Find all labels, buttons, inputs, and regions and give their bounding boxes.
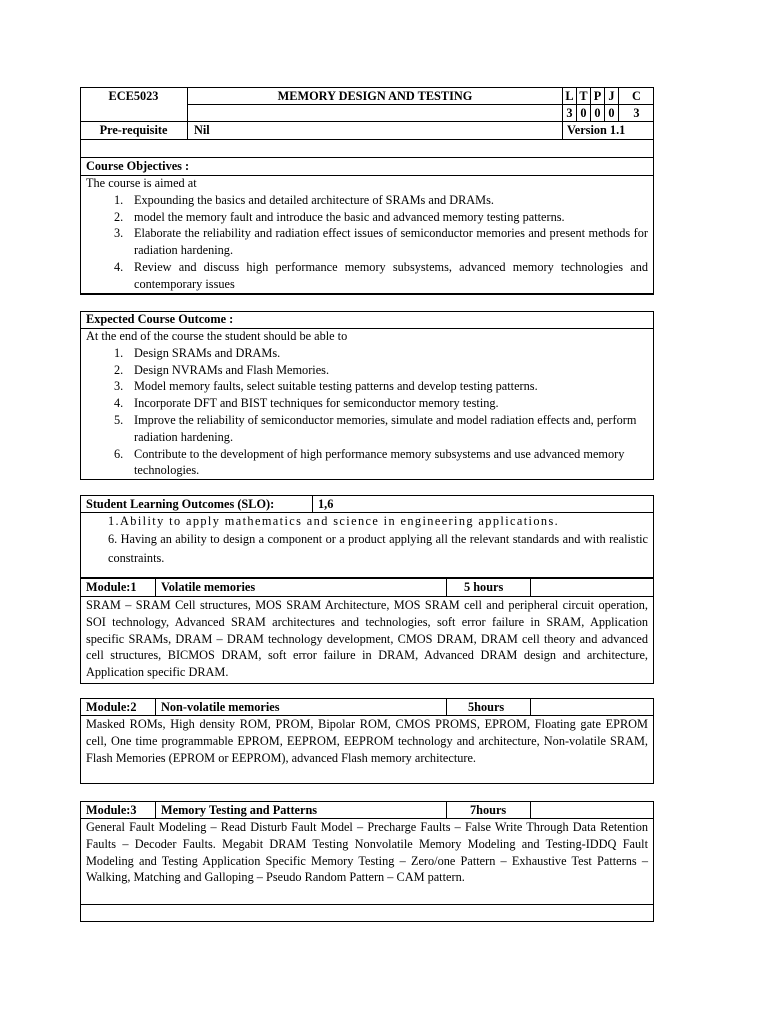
module-1-title: Volatile memories bbox=[161, 580, 256, 594]
list-item: 6. Contribute to the development of high performance memory subsystems and use advanced memory technologies. bbox=[114, 446, 625, 478]
module-3-label: Module:3 bbox=[86, 803, 137, 817]
ltpjc-label-c: C bbox=[632, 89, 641, 103]
module-3-content: General Fault Modeling – Read Disturb Fault Model – Precharge Faults – False Write Through Data Retention Faults – Decoder Faults. Megabit DRAM Testing Nonvolatile Memory Modeling and Testing-IDDQ Fault Modeling and Testing Application Specific Memory Testing – Zero/one Pattern – Exhaustive Test Patterns – Walking, Matching and Galloping – Pseudo Random Pattern – CAM pattern. bbox=[86, 820, 648, 885]
module-3-hours: 7hours bbox=[470, 803, 507, 817]
ltpjc-value-c: 3 bbox=[633, 106, 640, 120]
ltpjc-label-l: L bbox=[565, 89, 574, 103]
module-1-label: Module:1 bbox=[86, 580, 137, 594]
ltpjc-value-j: 0 bbox=[608, 106, 615, 120]
objectives-heading: Course Objectives : bbox=[86, 159, 190, 173]
slo-item-6: 6. Having an ability to design a component or a product applying all the relevant standards and with realistic constraints. bbox=[108, 532, 648, 565]
list-item: 2. model the memory fault and introduce the basic and advanced memory testing patterns. bbox=[114, 209, 565, 224]
slo-item-1: 1.Ability to apply mathematics and science in engineering applications. bbox=[108, 514, 560, 528]
outcomes-heading: Expected Course Outcome : bbox=[86, 312, 234, 326]
ltpjc-label-t: T bbox=[579, 89, 588, 103]
module-1-hours: 5 hours bbox=[464, 580, 504, 594]
outcomes-list bbox=[86, 345, 648, 479]
prerequisite-value: Nil bbox=[194, 123, 210, 137]
list-item: 3. Elaborate the reliability and radiation effect issues of semiconductor memories and present methods for radiation hardening. bbox=[114, 226, 648, 258]
list-item: 5. Improve the reliability of semiconductor memories, simulate and model radiation effects and, perform radiation hardening. bbox=[114, 412, 637, 444]
outcomes-body bbox=[86, 328, 648, 479]
objectives-intro: The course is aimed at bbox=[86, 176, 197, 190]
module-2-title: Non-volatile memories bbox=[161, 700, 280, 714]
course-code: ECE5023 bbox=[108, 89, 159, 103]
module-2-content: Masked ROMs, High density ROM, PROM, Bipolar ROM, CMOS PROMS, EPROM, Floating gate EPROM cell, One time programmable EPROM, EEPROM, EEPROM technology and architecture, Non-volatile SRAM, Flash Memories (EPROM or EEPROM), advanced Flash memory architecture. bbox=[86, 717, 648, 765]
ltpjc-label-p: P bbox=[593, 89, 602, 103]
list-item: 1. Design SRAMs and DRAMs. bbox=[114, 345, 281, 360]
module-2-label: Module:2 bbox=[86, 700, 137, 714]
course-title: MEMORY DESIGN AND TESTING bbox=[277, 89, 473, 103]
version-label: Version 1.1 bbox=[567, 123, 626, 137]
list-item: 4. Incorporate DFT and BIST techniques for semiconductor memory testing. bbox=[114, 396, 499, 411]
objectives-list bbox=[86, 192, 648, 293]
module-3-title: Memory Testing and Patterns bbox=[161, 803, 318, 817]
module-1-content: SRAM – SRAM Cell structures, MOS SRAM Architecture, MOS SRAM cell and peripheral circuit operation, SOI technology, Advanced SRAM architectures and technologies, soft error failure in SRAM, Application specific SRAMs, DRAM – DRAM technology development, CMOS DRAM, DRAM cell theory and advanced cell structures, BICMOS DRAM, soft error failure in DRAM, Advanced DRAM design and architecture, Application specific DRAM. bbox=[86, 598, 648, 680]
module-2-hours: 5hours bbox=[468, 700, 505, 714]
list-item: 3. Model memory faults, select suitable testing patterns and develop testing patterns. bbox=[114, 379, 538, 394]
slo-label: Student Learning Outcomes (SLO): bbox=[86, 497, 275, 511]
list-item: 1. Expounding the basics and detailed architecture of SRAMs and DRAMs. bbox=[114, 192, 494, 207]
objectives-body bbox=[86, 175, 648, 293]
ltpjc-value-p: 0 bbox=[594, 106, 601, 120]
list-item: 4. Review and discuss high performance memory subsystems, advanced memory technologies and contemporary issues bbox=[114, 259, 648, 291]
prerequisite-label: Pre-requisite bbox=[99, 123, 168, 137]
outcomes-intro: At the end of the course the student should be able to bbox=[86, 329, 348, 343]
slo-value: 1,6 bbox=[318, 497, 334, 511]
ltpjc-value-t: 0 bbox=[580, 106, 587, 120]
list-item: 2. Design NVRAMs and Flash Memories. bbox=[114, 362, 330, 377]
ltpjc-value-l: 3 bbox=[566, 106, 573, 120]
ltpjc-label-j: J bbox=[608, 89, 615, 103]
